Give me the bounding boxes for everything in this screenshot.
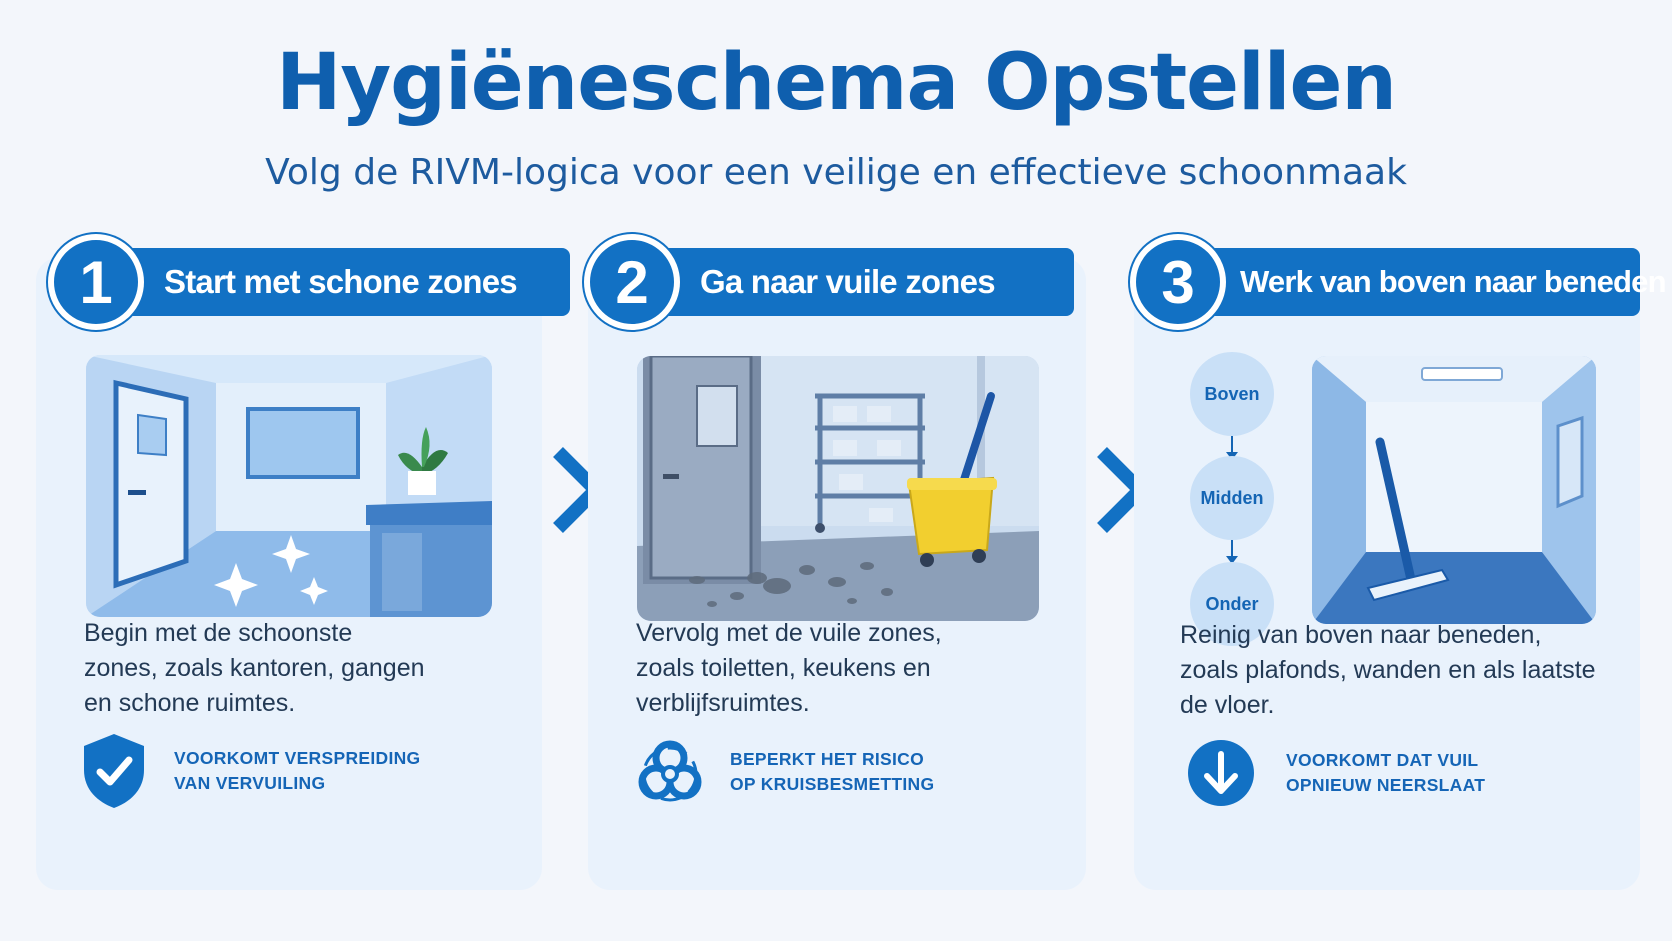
step-card-3 <box>1134 248 1666 890</box>
benefit-line: OP KRUISBESMETTING <box>730 774 935 794</box>
description-line: Vervolg met de vuile zones, <box>636 619 942 647</box>
benefit-text-3 <box>1286 748 1485 798</box>
step-number-1: 1 <box>48 234 144 330</box>
description-line: de vloer. <box>1180 691 1275 719</box>
benefit-text-1 <box>174 746 420 796</box>
benefit-line: VOORKOMT DAT VUIL <box>1286 750 1479 770</box>
description-line: zoals toiletten, keukens en <box>636 654 931 682</box>
step-benefit-3 <box>1186 738 1485 808</box>
step-number-3: 3 <box>1130 234 1226 330</box>
zone-bottom: Onder <box>1190 562 1274 646</box>
shield-check-icon <box>82 732 146 810</box>
page-title: Hygiëneschema Opstellen <box>276 38 1396 128</box>
description-line: verblijfsruimtes. <box>636 689 810 717</box>
step-title-3: Werk van boven naar beneden <box>1200 248 1640 316</box>
step-title-2: Ga naar vuile zones <box>654 248 1074 316</box>
zone-middle: Midden <box>1190 456 1274 540</box>
benefit-text-2 <box>730 747 934 797</box>
step-card-1 <box>36 248 542 890</box>
dirty-utility-illustration <box>637 356 1039 621</box>
step-title-1: Start met schone zones <box>118 248 570 316</box>
room-mop-illustration <box>1312 356 1596 624</box>
page-subtitle: Volg de RIVM-logica voor een veilige en effectieve schoonmaak <box>265 152 1407 193</box>
description-line: Begin met de schoonste <box>84 619 353 647</box>
description-line: zones, zoals kantoren, gangen <box>84 654 425 682</box>
step-number-2: 2 <box>584 234 680 330</box>
arrow-down-circle-icon <box>1186 738 1256 808</box>
step-description-1 <box>84 616 504 721</box>
biohazard-icon <box>634 736 706 808</box>
benefit-line: BEPERKT HET RISICO <box>730 749 925 769</box>
benefit-line: VOORKOMT VERSPREIDING <box>174 748 421 768</box>
clean-office-illustration <box>86 355 492 617</box>
description-line: Reinig van boven naar beneden, <box>1180 621 1542 649</box>
step-benefit-2 <box>634 736 934 808</box>
step-benefit-1 <box>82 732 420 810</box>
description-line: zoals plafonds, wanden en als laatste <box>1180 656 1596 684</box>
step-description-2 <box>636 616 1056 721</box>
step-card-2 <box>588 248 1086 890</box>
description-line: en schone ruimtes. <box>84 689 296 717</box>
zone-top: Boven <box>1190 352 1274 436</box>
step-description-3 <box>1180 618 1620 723</box>
benefit-line: VAN VERVUILING <box>174 773 326 793</box>
benefit-line: OPNIEUW NEERSLAAT <box>1286 775 1486 795</box>
